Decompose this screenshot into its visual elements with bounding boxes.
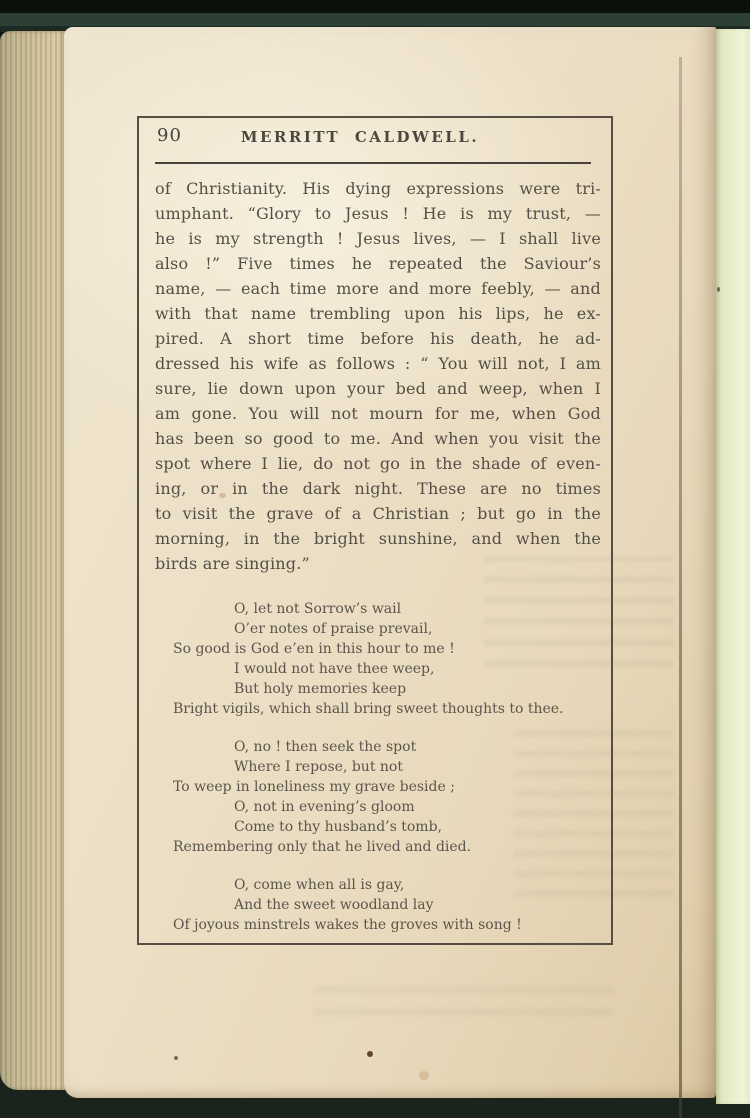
poem-line: Come to thy husband’s tomb,: [234, 819, 442, 835]
prose-line: name, — each time more and more feebly, — and: [155, 279, 601, 298]
poem-line: Where I repose, but not: [234, 759, 403, 775]
running-header: MERRITT CALDWELL.: [240, 128, 480, 146]
gutter-crease: [679, 57, 682, 1118]
page-header: [139, 118, 611, 160]
poem-line: But holy memories keep: [234, 681, 407, 697]
prose-line: of Christianity. His dying expressions were tri-: [155, 179, 601, 198]
prose-line: dressed his wife as follows : “ You will not, I am: [155, 354, 601, 373]
poem-line: O, no ! then seek the spot: [234, 739, 417, 755]
prose-line: pired. A short time before his death, he ad-: [155, 329, 601, 348]
poem-stanza: [139, 599, 611, 719]
header-rule: [155, 162, 591, 164]
foxing-spot: [174, 1056, 178, 1060]
poem-line: O, come when all is gay,: [234, 877, 405, 893]
poem-line: I would not have thee weep,: [234, 661, 435, 677]
prose-line: with that name trembling upon his lips, he ex-: [155, 304, 601, 323]
poem-line: O’er notes of praise prevail,: [234, 621, 433, 637]
prose-line: ing, or in the dark night. These are no times: [155, 479, 601, 498]
page-number: 90: [157, 125, 182, 146]
poem-line: To weep in loneliness my grave beside ;: [173, 779, 455, 795]
prose-line: has been so good to me. And when you visit the: [155, 429, 601, 448]
prose-line: umphant. “Glory to Jesus ! He is my trust, —: [155, 204, 601, 223]
prose-line: he is my strength ! Jesus lives, — I shall live: [155, 229, 601, 248]
foxing-spot: [367, 1051, 373, 1057]
page-fore-edges: [0, 31, 67, 1090]
memorial-poem: [139, 599, 611, 935]
prose-line: birds are singing.”: [155, 554, 310, 573]
prose-line: morning, in the bright sunshine, and when the: [155, 529, 601, 548]
poem-line: Of joyous minstrels wakes the groves with song !: [173, 917, 522, 933]
poem-line: Bright vigils, which shall bring sweet thoughts to thee.: [173, 701, 564, 717]
prose-line: also !” Five times he repeated the Saviour’s: [155, 254, 601, 273]
poem-stanza: [139, 875, 611, 935]
poem-line: And the sweet woodland lay: [234, 897, 434, 913]
prose-line: spot where I lie, do not go in the shade of even-: [155, 454, 601, 473]
poem-line: O, let not Sorrow’s wail: [234, 601, 402, 617]
prose-paragraph: [155, 176, 601, 576]
page-border-box: [137, 116, 613, 945]
reverse-side-bleedthrough: [314, 982, 614, 1016]
poem-stanza: [139, 737, 611, 857]
poem-line: Remembering only that he lived and died.: [173, 839, 472, 855]
prose-line: sure, lie down upon your bed and weep, when I: [155, 379, 601, 398]
prose-line: to visit the grave of a Christian ; but go in the: [155, 504, 601, 523]
book-page: [64, 27, 716, 1098]
prose-line: am gone. You will not mourn for me, when God: [155, 404, 601, 423]
poem-line: So good is God e’en in this hour to me !: [173, 641, 455, 657]
poem-line: O, not in evening’s gloom: [234, 799, 415, 815]
facing-page-edge: [716, 29, 750, 1104]
foxing-spot: [419, 1071, 429, 1080]
